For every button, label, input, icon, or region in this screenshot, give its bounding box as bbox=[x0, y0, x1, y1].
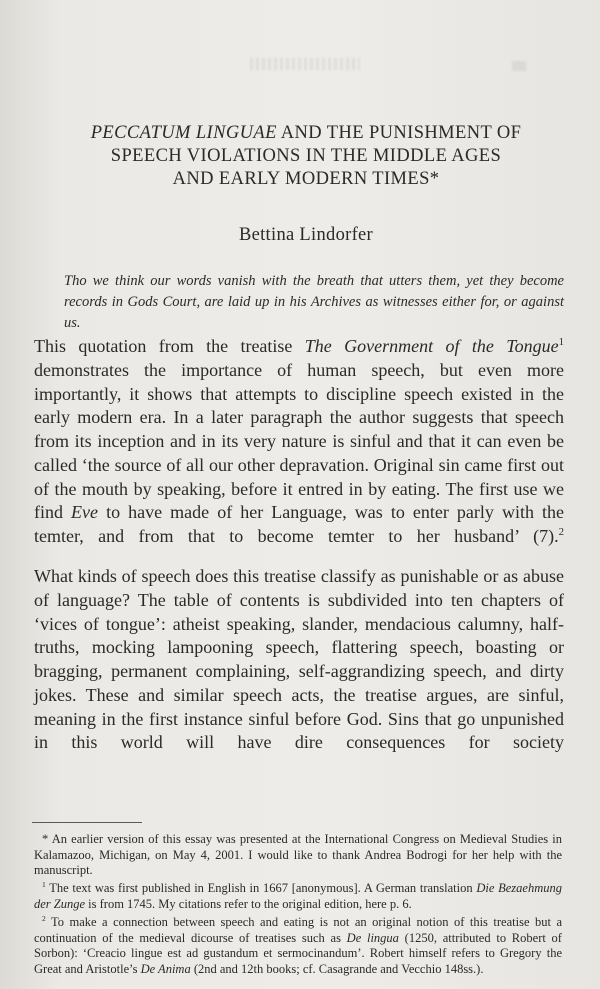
eve-italic: Eve bbox=[71, 502, 99, 523]
title-line-1-rest: AND THE PUNISHMENT OF bbox=[276, 123, 522, 143]
footnote-star: * An earlier version of this essay was presented at the International Congress on Medieval Studies in Kalamazoo, Michigan, on May 4, 2001. I would like to thank Andrea Bodrogi for her help with the manuscript. bbox=[34, 832, 562, 877]
body-paragraph-2: What kinds of speech does this treatise classify as punishable or as abuse of language? The table of contents is subdivided into ten chapters of ‘vices of tongue’: atheist speaking, slander, mendacious calumny, half-truths, mocking lampooning speech, flattering speech, boasting or bragging, permanent complaining, self-aggrandizing speech, and dirty jokes. These and similar speech acts, the treatise argues, are sinful, meaning in the first instance sinful before God. Sins that go unpunished in this world will have dire consequences for society bbox=[34, 566, 564, 753]
p1-text-a: This quotation from the treatise bbox=[34, 336, 305, 356]
footnote-1-text-b: is from 1745. My citations refer to the original edition, here p. 6. bbox=[85, 896, 412, 911]
footnote-rule bbox=[32, 822, 142, 823]
show-through-running-head bbox=[250, 58, 360, 70]
p1-text-c: to have made of her Language, was to enter parly with the temter, and from that to become temter to her husband’ (7). bbox=[34, 502, 564, 546]
footnote-2-text-c: (2nd and 12th books; cf. Casagrande and Vecchio 148ss.). bbox=[190, 961, 484, 976]
title-latin-phrase: PECCATUM LINGUAE bbox=[90, 123, 277, 143]
p1-text-b: demonstrates the importance of human speech, but even more importantly, it shows that attempts to discipline speech existed in the early modern era. In a later paragraph the author suggests that speech from its inception and in its very nature is sinful and that it can even be called ‘the source of all our other depravation. Original sin came first out of the mouth by speaking, before it entred in by eating. The first use we find bbox=[34, 359, 564, 523]
footnote-1-german-title: Die Bezaehmung der Zunge bbox=[34, 881, 562, 911]
footnote-1-text-a: The text was first published in English in 1667 [anonymous]. A German translation bbox=[45, 881, 477, 895]
title-line-1 bbox=[40, 122, 572, 145]
treatise-title: The Government of the Tongue bbox=[304, 336, 559, 356]
footnote-2-text-b: (1250, attributed to Robert of Sorbon): ‘Creacio lingue est ad gustandum et sermocinandum’. Robert himself refers to Gregory the Great and Aristotle’s bbox=[34, 930, 562, 976]
footnote-ref-1: 1 bbox=[558, 336, 564, 348]
footnote-1-number: 1 bbox=[42, 879, 46, 889]
title-line-2: SPEECH VIOLATIONS IN THE MIDDLE AGES bbox=[110, 146, 502, 166]
title-line-3: AND EARLY MODERN TIMES* bbox=[172, 169, 440, 189]
footnote-1 bbox=[34, 881, 562, 912]
show-through-page-number bbox=[512, 61, 526, 71]
footnote-2 bbox=[34, 915, 562, 977]
footnote-2-de-lingua: De lingua bbox=[346, 930, 399, 945]
footnote-ref-2: 2 bbox=[558, 526, 564, 538]
chapter-title bbox=[40, 122, 572, 191]
footnote-2-de-anima: De Anima bbox=[140, 961, 191, 976]
body-paragraph-1 bbox=[34, 335, 564, 549]
footnote-2-text-a: To make a connection between speech and eating is not an original notion of this treatise but a continuation of the medieval dicourse of treatises such as bbox=[34, 915, 562, 945]
epigraph: Tho we think our words vanish with the breath that utters them, yet they become records in Gods Court, are laid up in his Archives as witnesses either for, or against us. bbox=[64, 273, 564, 331]
author-name: Bettina Lindorfer bbox=[238, 225, 374, 245]
footnote-2-number: 2 bbox=[42, 913, 46, 923]
